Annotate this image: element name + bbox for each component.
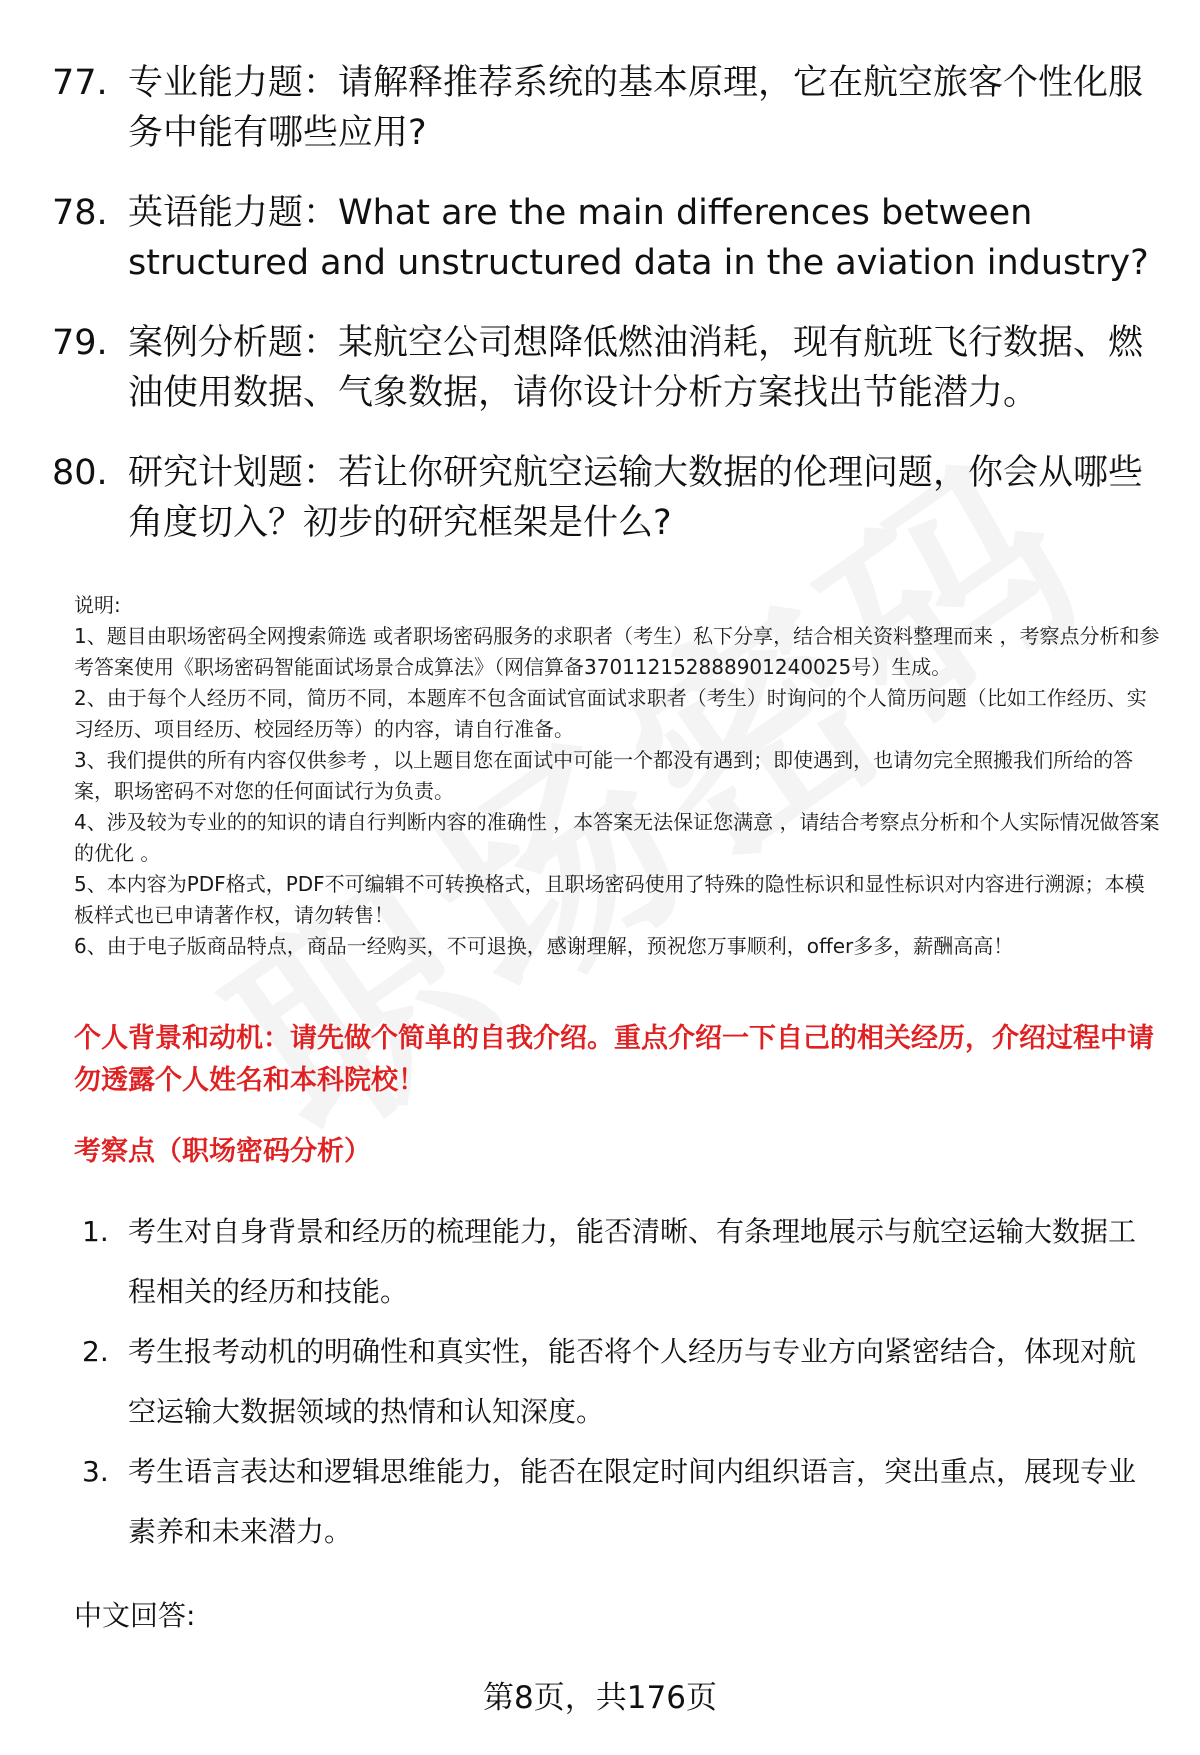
question-number: 77. bbox=[52, 63, 108, 103]
point-number: 1. bbox=[82, 1215, 109, 1248]
question-list bbox=[52, 58, 1152, 578]
question-item bbox=[52, 448, 1152, 548]
point-text: 考生语言表达和逻辑思维能力，能否在限定时间内组织语言，突出重点，展现专业素养和未来潜力。 bbox=[128, 1455, 1137, 1548]
section-heading: 个人背景和动机：请先做个简单的自我介绍。重点介绍一下自己的相关经历，介绍过程中请勿透露个人姓名和本科院校！ bbox=[74, 1023, 1154, 1096]
assessment-point bbox=[82, 1202, 1142, 1322]
note-item: 4、涉及较为专业的的知识的请自行判断内容的准确性 ，本答案无法保证您满意 ，请结合考察点分析和个人实际情况做答案的优化 。 bbox=[74, 810, 1160, 865]
point-number: 3. bbox=[82, 1455, 109, 1488]
question-item bbox=[52, 188, 1152, 288]
notes-section bbox=[74, 590, 1162, 962]
question-number: 80. bbox=[52, 453, 108, 493]
page-footer: 第8页，共176页 bbox=[483, 1680, 717, 1716]
question-text: 研究计划题：若让你研究航空运输大数据的伦理问题，你会从哪些角度切入？初步的研究框架是什么? bbox=[128, 453, 1144, 543]
point-text: 考生报考动机的明确性和真实性，能否将个人经历与专业方向紧密结合，体现对航空运输大数据领域的热情和认知深度。 bbox=[128, 1335, 1137, 1428]
question-number: 78. bbox=[52, 193, 108, 233]
question-item bbox=[52, 58, 1152, 158]
point-text: 考生对自身背景和经历的梳理能力，能否清晰、有条理地展示与航空运输大数据工程相关的经历和技能。 bbox=[128, 1215, 1137, 1308]
assessment-point bbox=[82, 1322, 1142, 1442]
question-text: 专业能力题：请解释推荐系统的基本原理，它在航空旅客个性化服务中能有哪些应用? bbox=[128, 63, 1144, 153]
section-subheading: 考察点（职场密码分析） bbox=[74, 1136, 371, 1167]
notes-title: 说明: bbox=[74, 593, 121, 617]
note-item: 1、题目由职场密码全网搜索筛选 或者职场密码服务的求职者（考生）私下分享，结合相关资料整理而来 ，考察点分析和参考答案使用《职场密码智能面试场景合成算法》（网信算备370112152888901240025号）生成。 bbox=[74, 624, 1160, 679]
note-item: 5、本内容为PDF格式，PDF不可编辑不可转换格式，且职场密码使用了特殊的隐性标识和显性标识对内容进行溯源；本模板样式也已申请著作权，请勿转售！ bbox=[74, 872, 1145, 927]
note-item: 3、我们提供的所有内容仅供参考 ，以上题目您在面试中可能一个都没有遇到；即使遇到，也请勿完全照搬我们所给的答案，职场密码不对您的任何面试行为负责。 bbox=[74, 748, 1134, 803]
note-item: 2、由于每个人经历不同，简历不同，本题库不包含面试官面试求职者（考生）时询问的个人简历问题（比如工作经历、实习经历、项目经历、校园经历等）的内容，请自行准备。 bbox=[74, 686, 1147, 741]
point-number: 2. bbox=[82, 1335, 109, 1368]
assessment-point bbox=[82, 1442, 1142, 1562]
question-item bbox=[52, 318, 1152, 418]
note-item: 6、由于电子版商品特点，商品一经购买，不可退换，感谢理解，预祝您万事顺利，offer多多，薪酬高高！ bbox=[74, 934, 1014, 958]
answer-label: 中文回答: bbox=[74, 1599, 196, 1632]
question-number: 79. bbox=[52, 323, 108, 363]
question-text: 案例分析题：某航空公司想降低燃油消耗，现有航班飞行数据、燃油使用数据、气象数据，请你设计分析方案找出节能潜力。 bbox=[128, 323, 1144, 413]
assessment-points bbox=[82, 1202, 1142, 1562]
question-text: 英语能力题：What are the main differences between structured and unstructured data in the aviation industry? bbox=[128, 193, 1149, 283]
